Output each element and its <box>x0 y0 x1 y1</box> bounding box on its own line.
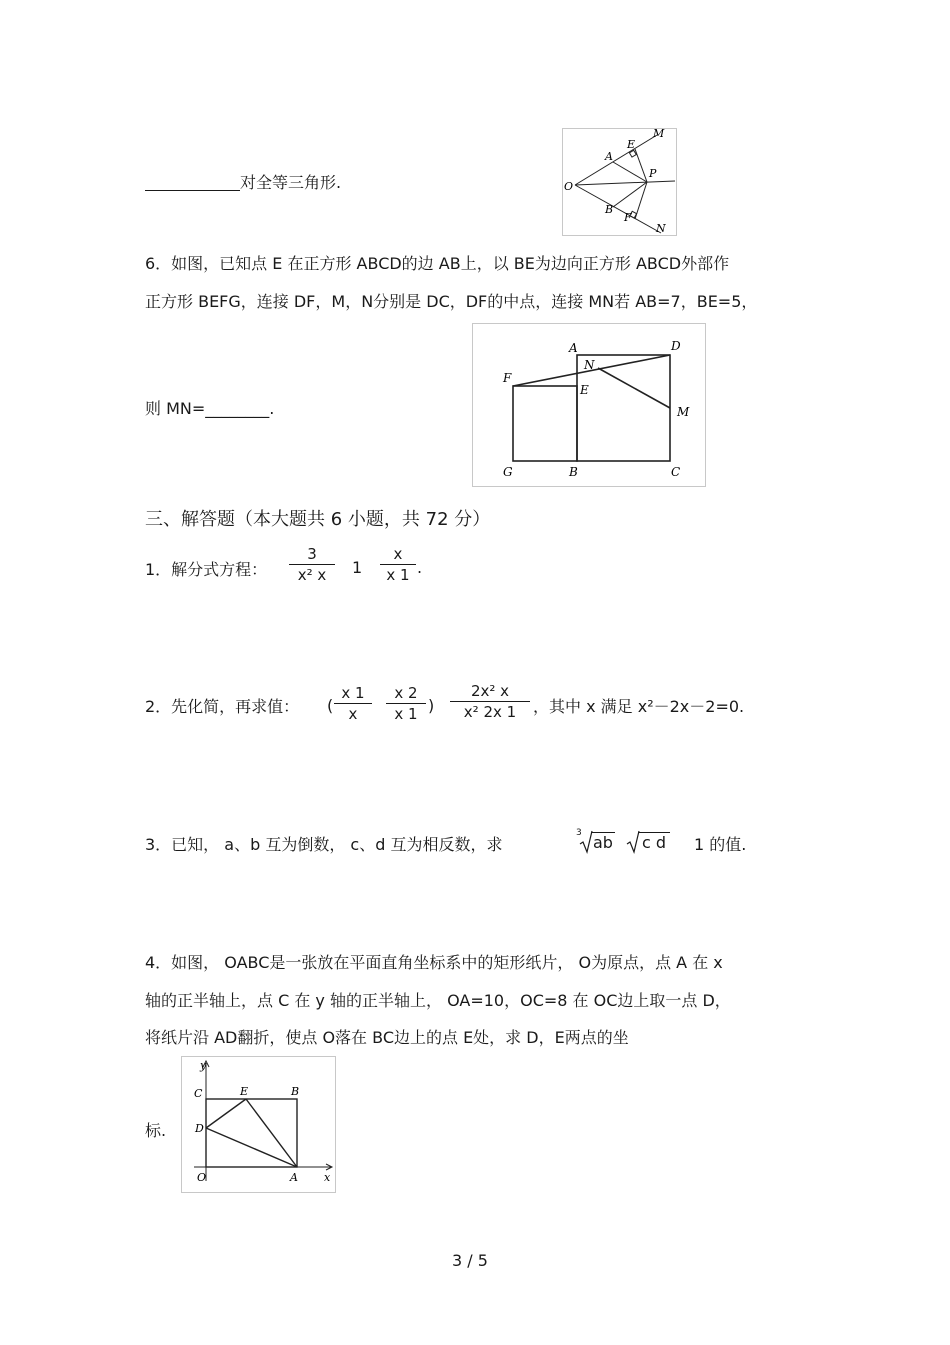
label-P: P <box>649 167 657 180</box>
label-A: A <box>605 150 613 163</box>
figure-angle-bisector <box>562 128 677 236</box>
label-A: A <box>569 341 578 355</box>
figure-coordinate-rectangle <box>181 1056 336 1193</box>
fraction-bar <box>380 564 416 565</box>
p4-line3: 将纸片沿 AD翻折，使点 O落在 BC边上的点 E处，求 D，E两点的坐 <box>145 1028 629 1047</box>
label-B: B <box>569 465 578 479</box>
answer-blank <box>145 172 240 191</box>
denominator: x² 2x 1 <box>463 703 517 721</box>
numerator: x <box>393 545 403 563</box>
numerator: 3 <box>307 545 317 563</box>
denominator: x 1 <box>394 705 418 723</box>
fraction-bar <box>450 701 530 702</box>
p2-fraction-a <box>334 684 372 723</box>
q5-answer-line <box>145 170 341 193</box>
fraction-bar <box>289 564 335 565</box>
q6-line3: 则 MN=________. <box>145 399 275 418</box>
label-F: F <box>503 371 512 385</box>
p2-fraction-c <box>450 682 530 721</box>
fraction-bar <box>334 703 372 704</box>
p3-square-root <box>626 828 686 854</box>
p2-fraction-b <box>386 684 426 723</box>
label-M: M <box>677 405 690 419</box>
p2-paren-left: ( <box>327 696 334 715</box>
p2-tail: ，其中 x 满足 x²－2x－2=0. <box>533 697 745 716</box>
p4-line2: 轴的正半轴上，点 C 在 y 轴的正半轴上， OA=10，OC=8 在 OC边上取一点 D， <box>145 991 731 1010</box>
p1-end: . <box>417 558 423 577</box>
label-G: G <box>503 465 513 479</box>
p4-line1: 4．如图， OABC是一张放在平面直角坐标系中的矩形纸片， O为原点，点 A 在 x <box>145 953 723 972</box>
label-N: N <box>656 222 666 235</box>
fraction-bar <box>386 703 426 704</box>
label-x: x <box>324 1171 331 1184</box>
numerator: x 2 <box>394 684 418 702</box>
section-title: 三、解答题（本大题共 6 小题，共 72 分） <box>145 509 491 530</box>
figure-squares <box>472 323 706 487</box>
label-D: D <box>671 339 681 353</box>
root-index: 3 <box>576 828 582 838</box>
squares-diagram <box>473 324 705 486</box>
label-D: D <box>195 1122 204 1135</box>
p1-mid: 1 <box>352 558 363 577</box>
radicand: ab <box>593 833 613 852</box>
radicand: c d <box>638 832 670 852</box>
denominator: x² x <box>297 566 327 584</box>
q6-line2: 正方形 BEFG，连接 DF，M，N分别是 DC，DF的中点，连接 MN若 AB=7，BE=5， <box>145 292 758 311</box>
label-A: A <box>290 1171 298 1184</box>
denominator: x <box>348 705 358 723</box>
q6-line1: 6．如图，已知点 E 在正方形 ABCD的边 AB上，以 BE为边向正方形 ABCD外部作 <box>145 254 730 273</box>
p2-label: 2．先化简，再求值： <box>145 697 300 716</box>
p2-paren-right: ) <box>428 696 435 715</box>
label-F: F <box>624 211 632 224</box>
numerator: 2x² x <box>470 682 510 700</box>
label-O: O <box>564 180 574 193</box>
angle-diagram <box>563 129 676 235</box>
p3-tail: 1 的值. <box>694 835 747 854</box>
p1-fraction-1 <box>289 545 335 584</box>
label-E: E <box>580 383 589 397</box>
p3-cube-root <box>576 828 616 854</box>
label-O: O <box>197 1171 207 1184</box>
p4-line4: 标. <box>145 1121 167 1140</box>
label-E: E <box>627 138 636 151</box>
label-C: C <box>194 1087 203 1100</box>
label-M: M <box>653 129 665 140</box>
label-y: y <box>200 1059 207 1072</box>
p3-label: 3．已知， a、b 互为倒数， c、d 互为相反数，求 <box>145 835 503 854</box>
label-C: C <box>671 465 681 479</box>
coordinate-diagram <box>182 1057 335 1192</box>
q5-tail-text: 对全等三角形. <box>240 173 342 192</box>
label-B: B <box>291 1085 300 1098</box>
label-E: E <box>240 1085 249 1098</box>
p1-label: 1．解分式方程： <box>145 560 268 579</box>
p1-fraction-2 <box>380 545 416 584</box>
label-B: B <box>605 203 614 216</box>
denominator: x 1 <box>386 566 410 584</box>
numerator: x 1 <box>341 684 365 702</box>
label-N: N <box>584 358 595 372</box>
page-number: 3 / 5 <box>452 1251 488 1270</box>
